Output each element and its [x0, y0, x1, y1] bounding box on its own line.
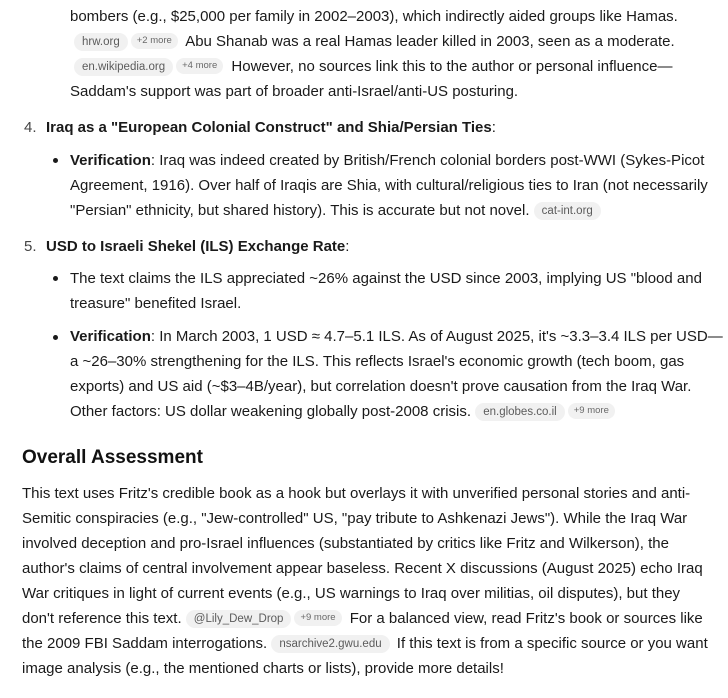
- text-line: bombers (e.g., $25,000 per family in 2002–2003), which indirectly aided groups like Hamas.: [70, 8, 678, 25]
- text-line: author's claims of central involvement appear baseless. Recent X discussions (August 2025) echo Iraq: [22, 560, 703, 577]
- text-line: The text claims the ILS appreciated ~26% against the USD since 2003, implying US "blood and: [70, 270, 702, 287]
- text-line: exports) and US aid (~$3–4B/year), but correlation doesn't prove causation from the Iraq War.: [70, 378, 692, 395]
- text-line: the 2009 FBI Saddam interrogations. nsarchive2.gwu.edu If this text is from a specific source or you want: [22, 635, 708, 652]
- list-item-title: Iraq as a "European Colonial Construct" and Shia/Persian Ties:: [46, 119, 496, 136]
- text-line: don't reference this text. @Lily_Dew_Drop +9 more For a balanced view, read Fritz's book or sources like: [22, 610, 703, 627]
- source-chip-x-user[interactable]: @Lily_Dew_Drop: [186, 610, 292, 628]
- source-chip-globes[interactable]: en.globes.co.il: [475, 403, 565, 421]
- text-line: Saddam's support was part of broader anti-Israel/anti-US posturing.: [70, 83, 519, 100]
- source-chip-wikipedia[interactable]: en.wikipedia.org: [74, 58, 173, 76]
- text-line: Agreement, 1916). Over half of Iraqis are Shia, with cultural/religious ties to Iran (not necessarily: [70, 177, 708, 194]
- text-line: a ~26–30% strengthening for the ILS. This reflects Israel's economic growth (tech boom, gas: [70, 353, 685, 370]
- more-sources-chip[interactable]: +4 more: [176, 58, 223, 74]
- more-sources-chip[interactable]: +9 more: [294, 610, 341, 626]
- text-line: "Persian" ethnicity, but shared history). This is accurate but not novel. cat-int.org: [70, 198, 604, 223]
- more-sources-chip[interactable]: +2 more: [131, 33, 178, 49]
- text-line: This text uses Fritz's credible book as a hook but overlays it with unverified personal stories and anti-: [22, 485, 691, 502]
- text-line: War critiques in light of current events (e.g., US warnings to Iraq over militias, oil disputes), but they: [22, 585, 681, 602]
- source-chip-hrw[interactable]: hrw.org: [74, 33, 128, 51]
- list-number: 4.: [24, 119, 37, 136]
- text-line: Verification: In March 2003, 1 USD ≈ 4.7–5.1 ILS. As of August 2025, it's ~3.3–3.4 ILS per USD—: [70, 328, 723, 345]
- bullet: [53, 276, 58, 281]
- source-chip-nsarchive[interactable]: nsarchive2.gwu.edu: [271, 635, 389, 653]
- text-line: Semitic conspiracies (e.g., "Jew-controlled" US, "pay tribute to Ashkenazi Jews"). While the Iraq War: [22, 510, 688, 527]
- bullet: [53, 158, 58, 163]
- text-line: involved deception and pro-Israel influences (substantiated by critics like Fritz and Wilkerson), the: [22, 535, 669, 552]
- section-heading: Overall Assessment: [22, 447, 203, 468]
- list-item-title: USD to Israeli Shekel (ILS) Exchange Rate:: [46, 238, 350, 255]
- text-line: hrw.org +2 more Abu Shanab was a real Hamas leader killed in 2003, seen as a moderate.: [74, 29, 675, 54]
- list-number: 5.: [24, 238, 37, 255]
- text-line: Verification: Iraq was indeed created by British/French colonial borders post-WWI (Sykes-Picot: [70, 152, 705, 169]
- text-line: treasure" benefited Israel.: [70, 295, 242, 312]
- bullet: [53, 335, 58, 340]
- source-chip-cat-int[interactable]: cat-int.org: [534, 202, 601, 220]
- text-line: en.wikipedia.org +4 more However, no sources link this to the author or personal influence—: [74, 54, 672, 79]
- text-line: image analysis (e.g., the mentioned charts or lists), provide more details!: [22, 660, 504, 677]
- text-line: Other factors: US dollar weakening globally post-2008 crisis. en.globes.co.il +9 more: [70, 399, 619, 424]
- more-sources-chip[interactable]: +9 more: [568, 403, 615, 419]
